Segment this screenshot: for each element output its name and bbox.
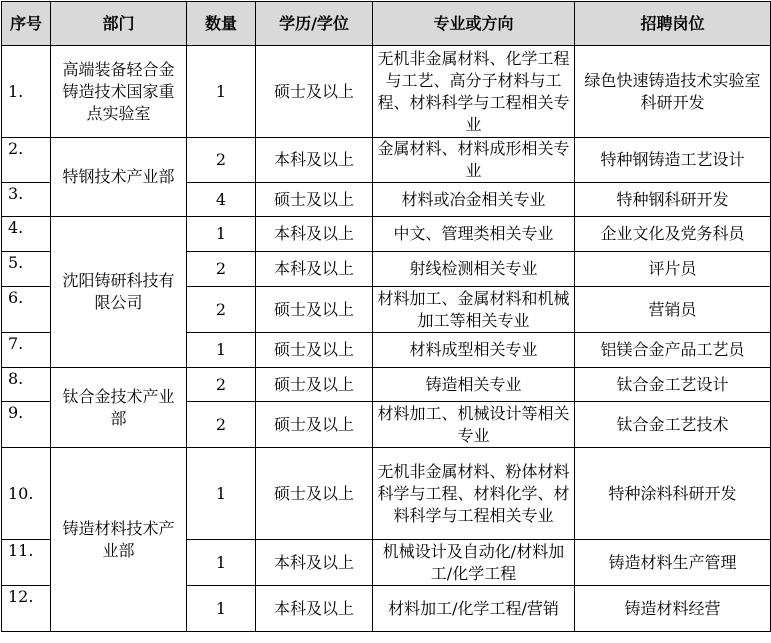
- row-position: 铸造材料经营: [575, 586, 771, 632]
- row-degree: 硕士及以上: [256, 448, 373, 540]
- row-seq: 6.: [2, 287, 51, 333]
- row-position: 特种钢铸造工艺设计: [575, 138, 771, 183]
- table-row: [2, 368, 771, 402]
- row-count: 2: [187, 368, 256, 402]
- row-position: 企业文化及党务科员: [575, 217, 771, 252]
- header-major: 专业或方向: [373, 2, 575, 46]
- table-row: [2, 138, 771, 183]
- header-position: 招聘岗位: [575, 2, 771, 46]
- row-count: 1: [187, 586, 256, 632]
- row-count: 4: [187, 183, 256, 217]
- department-cell: 高端装备轻合金铸造技术国家重点实验室: [51, 46, 187, 138]
- header-department: 部门: [51, 2, 187, 46]
- row-seq: 5.: [2, 252, 51, 287]
- table-row: [2, 46, 771, 138]
- row-seq: 12.: [2, 586, 51, 632]
- row-degree: 硕士及以上: [256, 46, 373, 138]
- row-degree: 本科及以上: [256, 217, 373, 252]
- row-seq: 8.: [2, 368, 51, 402]
- row-position: 钛合金工艺设计: [575, 368, 771, 402]
- row-seq: 4.: [2, 217, 51, 252]
- row-position: 特种涂料科研开发: [575, 448, 771, 540]
- row-count: 1: [187, 540, 256, 586]
- row-position: 绿色快速铸造技术实验室科研开发: [575, 46, 771, 138]
- row-degree: 硕士及以上: [256, 368, 373, 402]
- row-major: 材料或冶金相关专业: [373, 183, 575, 217]
- row-seq: 9.: [2, 402, 51, 448]
- row-seq: 2.: [2, 138, 51, 183]
- row-major: 射线检测相关专业: [373, 252, 575, 287]
- row-position: 钛合金工艺技术: [575, 402, 771, 448]
- row-major: 中文、管理类相关专业: [373, 217, 575, 252]
- row-count: 1: [187, 217, 256, 252]
- row-position: 铝镁合金产品工艺员: [575, 333, 771, 368]
- row-count: 2: [187, 252, 256, 287]
- table-row: [2, 217, 771, 252]
- row-count: 2: [187, 402, 256, 448]
- header-degree: 学历/学位: [256, 2, 373, 46]
- row-major: 无机非金属材料、化学工程与工艺、高分子材料与工程、材料科学与工程相关专业: [373, 46, 575, 138]
- row-position: 铸造材料生产管理: [575, 540, 771, 586]
- row-degree: 本科及以上: [256, 138, 373, 183]
- row-major: 材料加工、机械设计等相关专业: [373, 402, 575, 448]
- table-row: [2, 448, 771, 540]
- row-major: 材料加工、金属材料和机械加工等相关专业: [373, 287, 575, 333]
- row-seq: 10.: [2, 448, 51, 540]
- row-position: 评片员: [575, 252, 771, 287]
- row-degree: 硕士及以上: [256, 333, 373, 368]
- recruitment-table: [1, 1, 771, 632]
- row-degree: 硕士及以上: [256, 183, 373, 217]
- department-cell: 钛合金技术产业部: [51, 368, 187, 448]
- row-degree: 硕士及以上: [256, 287, 373, 333]
- department-cell: 沈阳铸研科技有限公司: [51, 217, 187, 368]
- row-position: 营销员: [575, 287, 771, 333]
- row-seq: 11.: [2, 540, 51, 586]
- row-major: 机械设计及自动化/材料加工/化学工程: [373, 540, 575, 586]
- row-count: 2: [187, 287, 256, 333]
- header-count: 数量: [187, 2, 256, 46]
- row-count: 1: [187, 448, 256, 540]
- row-major: 无机非金属材料、粉体材料科学与工程、材料化学、材料科学与工程相关专业: [373, 448, 575, 540]
- row-degree: 本科及以上: [256, 540, 373, 586]
- row-major: 材料成型相关专业: [373, 333, 575, 368]
- row-degree: 硕士及以上: [256, 402, 373, 448]
- row-count: 1: [187, 46, 256, 138]
- row-major: 材料加工/化学工程/营销: [373, 586, 575, 632]
- row-seq: 3.: [2, 183, 51, 217]
- row-degree: 本科及以上: [256, 252, 373, 287]
- row-seq: 7.: [2, 333, 51, 368]
- row-degree: 本科及以上: [256, 586, 373, 632]
- header-row: [2, 2, 771, 46]
- row-position: 特种钢科研开发: [575, 183, 771, 217]
- row-seq: 1.: [2, 46, 51, 138]
- row-major: 铸造相关专业: [373, 368, 575, 402]
- department-cell: 特钢技术产业部: [51, 138, 187, 217]
- department-cell: 铸造材料技术产业部: [51, 448, 187, 632]
- row-major: 金属材料、材料成形相关专业: [373, 138, 575, 183]
- header-seq: 序号: [2, 2, 51, 46]
- row-count: 2: [187, 138, 256, 183]
- row-count: 1: [187, 333, 256, 368]
